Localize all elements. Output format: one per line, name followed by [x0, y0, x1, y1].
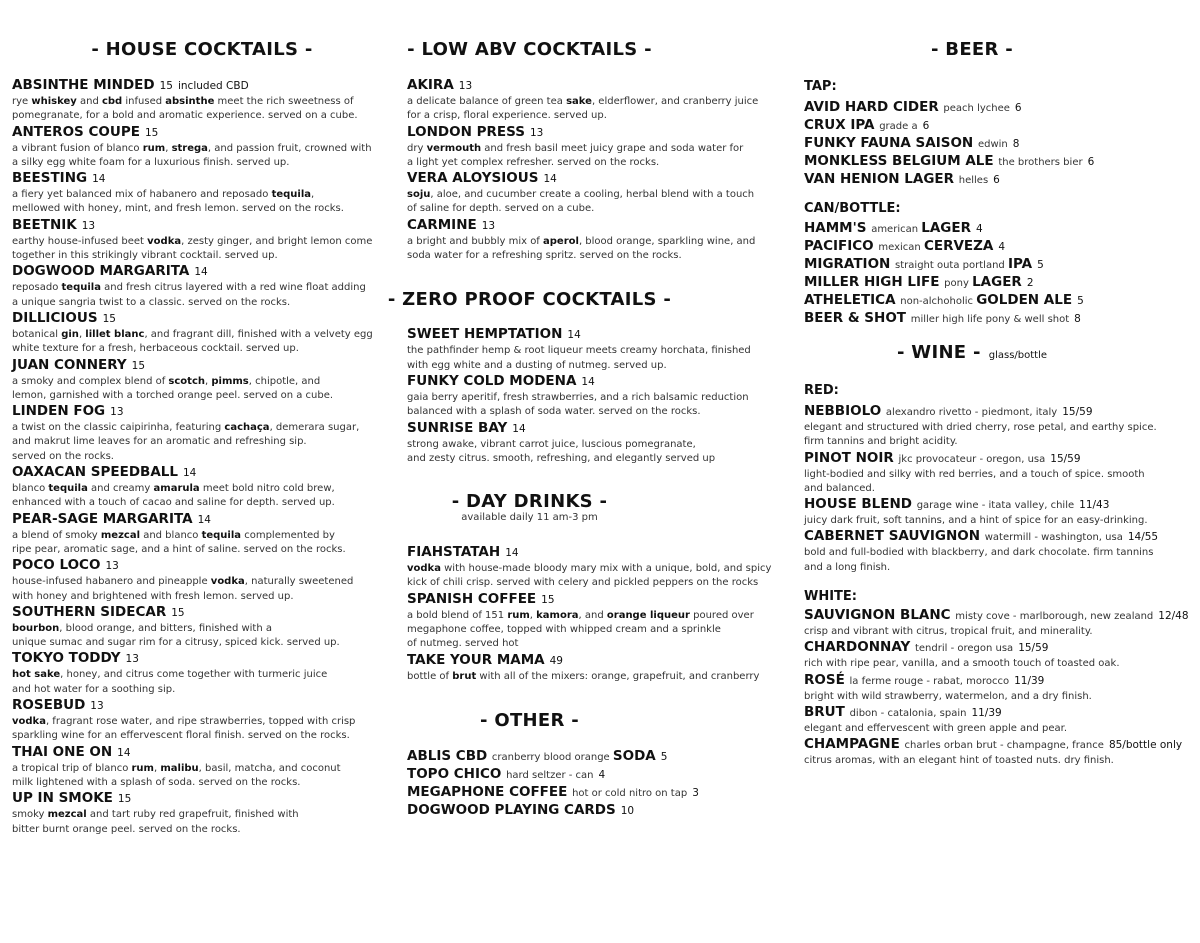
item-price: 8: [1074, 313, 1081, 325]
item-detail: watermill - washington, usa: [984, 532, 1123, 544]
item-name: OAXACAN SPEEDBALL: [12, 464, 178, 481]
menu-item: [804, 496, 1196, 528]
white-label: WHITE:: [804, 589, 858, 605]
other-heading: - OTHER -: [480, 709, 579, 731]
item-price: 15/59: [1062, 406, 1093, 418]
menu-item-line: [407, 591, 792, 609]
menu-item-line: [12, 403, 392, 421]
item-detail: helles: [958, 175, 989, 186]
menu-item-line: [804, 99, 1196, 117]
menu-item-line: [407, 802, 792, 820]
item-price: 14: [194, 266, 208, 279]
item-detail: garage wine - itata valley, chile: [916, 500, 1075, 512]
menu-item-line: [12, 464, 392, 482]
item-description: hot sake, honey, and citrus come together with turmeric juice and hot water for a soothing sip.: [12, 669, 328, 695]
item-name: CHARDONNAY: [804, 639, 911, 656]
item-detail: charles orban brut - champagne, france: [904, 740, 1104, 752]
menu-item: [804, 607, 1196, 639]
item-detail: pony LAGER: [944, 274, 1022, 290]
zero-proof-heading: - ZERO PROOF COCKTAILS -: [387, 289, 672, 311]
menu-item-line: [804, 607, 1196, 625]
menu-item: [12, 557, 392, 604]
item-name: DOGWOOD PLAYING CARDS: [407, 801, 616, 818]
other-list: [407, 748, 792, 820]
house-cocktails-list: [12, 77, 392, 837]
item-description: a blend of smoky mezcal and blanco tequila complemented by ripe pear, aromatic sage, and a hint of saline. served on the rocks.: [12, 529, 346, 555]
item-price: 15: [541, 593, 555, 606]
item-detail: alexandro rivetto - piedmont, italy: [885, 407, 1058, 418]
item-note: included CBD: [177, 80, 249, 92]
item-name: CABERNET SAUVIGNON: [804, 528, 981, 545]
item-name: CARMINE: [407, 216, 477, 233]
item-detail: miller high life pony & well shot: [910, 314, 1070, 325]
house-cocktails-heading: - HOUSE COCKTAILS -: [91, 39, 313, 60]
menu-item-line: [804, 135, 1196, 153]
item-detail: the brothers bier: [998, 157, 1083, 168]
item-name: TOKYO TODDY: [12, 650, 121, 667]
item-price: 14/55: [1127, 531, 1159, 544]
menu-item-line: [12, 170, 392, 188]
item-price: 6: [1014, 102, 1022, 114]
item-name: HOUSE BLEND: [804, 496, 912, 513]
item-name: CHAMPAGNE: [804, 736, 900, 753]
item-price: 11/39: [1014, 674, 1045, 687]
item-price: 14: [197, 513, 211, 526]
menu-item: [407, 326, 792, 373]
item-name: ANTEROS COUPE: [12, 123, 140, 140]
menu-item-line: [12, 744, 392, 762]
item-description: light-bodied and silky with red berries, and a touch of spice. smooth and balanced.: [804, 468, 1145, 494]
item-price: 15: [159, 80, 173, 92]
menu-item-line: [12, 557, 392, 575]
item-price: 4: [598, 768, 606, 781]
menu-item: [407, 373, 792, 420]
item-price: 2: [1026, 277, 1034, 289]
menu-item: [804, 274, 1196, 292]
menu-item: [804, 736, 1196, 768]
column-middle: [387, 0, 792, 820]
item-description: bottle of brut with all of the mixers: orange, grapefruit, and cranberry: [407, 670, 760, 682]
item-description: dry vermouth and fresh basil meet juicy grape and soda water for a light yet complex refresher. served on the rocks.: [407, 142, 744, 168]
item-name: FIAHSTATAH: [407, 544, 501, 561]
menu-item: [12, 310, 392, 357]
item-name: AKIRA: [407, 77, 454, 93]
item-price: 5: [660, 750, 668, 763]
menu-item: [804, 450, 1196, 497]
item-name: FUNKY COLD MODENA: [407, 372, 577, 389]
item-price: 5: [1077, 295, 1084, 307]
menu-item: [804, 672, 1196, 704]
item-name: NEBBIOLO: [804, 403, 882, 419]
day-drinks-subtitle: available daily 11 am-3 pm: [461, 512, 598, 524]
menu-item-line: [804, 310, 1196, 328]
item-description: bright with wild strawberry, watermelon, and a dry finish.: [804, 690, 1092, 702]
item-name: JUAN CONNERY: [12, 356, 127, 373]
menu-item: [12, 790, 392, 837]
item-description: a delicate balance of green tea sake, elderflower, and cranberry juice for a crisp, floral experience. served up.: [407, 96, 759, 122]
item-price: 13: [458, 80, 473, 92]
menu-item-line: [12, 310, 392, 328]
menu-item-line: [12, 357, 392, 375]
item-name: BRUT: [804, 703, 845, 720]
item-name: SWEET HEMPTATION: [407, 326, 563, 343]
item-price: 14: [505, 547, 519, 560]
menu-item-line: [12, 697, 392, 715]
item-price: 6: [922, 120, 930, 132]
item-detail: straight outa portland IPA: [895, 256, 1033, 272]
menu-item: [407, 170, 792, 217]
item-name: SPANISH COFFEE: [407, 590, 537, 607]
menu-item: [12, 697, 392, 744]
menu-item: [12, 464, 392, 511]
menu-item-line: [407, 326, 792, 344]
menu-item-line: [407, 652, 792, 670]
menu-item: [804, 171, 1196, 189]
item-name: DOGWOOD MARGARITA: [12, 263, 190, 280]
item-description: bourbon, blood orange, and bitters, finished with a unique sumac and sugar rim for a citrusy, spiced kick. served up.: [12, 622, 340, 649]
red-wine-list: [804, 403, 1196, 575]
item-name: UP IN SMOKE: [12, 790, 113, 807]
item-price: 85/bottle only: [1108, 739, 1183, 752]
menu-item: [804, 310, 1196, 328]
menu-item-line: [804, 450, 1196, 468]
menu-item-line: [804, 496, 1196, 514]
item-price: 15/59: [1018, 642, 1049, 655]
item-price: 14: [581, 375, 595, 388]
item-price: 14: [182, 467, 197, 480]
menu-item-line: [12, 77, 392, 95]
item-detail: grade a: [879, 121, 918, 132]
menu-item: [12, 124, 392, 171]
item-price: 14: [512, 422, 526, 435]
item-price: 13: [81, 219, 96, 232]
item-description: citrus aromas, with an elegant hint of toasted nuts. dry finish.: [804, 755, 1114, 767]
item-name: LINDEN FOG: [12, 403, 106, 420]
can-bottle-label: CAN/BOTTLE:: [804, 201, 901, 216]
menu-item: [804, 528, 1196, 575]
item-price: 6: [993, 174, 1000, 186]
menu-item-line: [407, 217, 792, 235]
item-description: rye whiskey and cbd infused absinthe meet the rich sweetness of pomegranate, for a bold and aromatic experience. served on a cube.: [12, 96, 358, 122]
item-price: 4: [976, 223, 983, 235]
item-description: earthy house-infused beet vodka, zesty ginger, and bright lemon come together in this strikingly vibrant cocktail. served up.: [12, 235, 373, 262]
item-name: VERA ALOYSIOUS: [407, 170, 539, 187]
menu-item-line: [804, 171, 1196, 189]
item-name: MIGRATION: [804, 256, 891, 272]
menu-item: [407, 652, 792, 684]
item-price: 13: [105, 560, 119, 573]
item-price: 15: [144, 126, 159, 139]
menu-item-line: [804, 117, 1196, 135]
item-name: MONKLESS BELGIUM ALE: [804, 153, 994, 169]
item-description: vodka, fragrant rose water, and ripe strawberries, topped with crisp sparkling wine for an effervescent floral finish. served on the rocks.: [12, 716, 356, 742]
low-abv-list: [407, 77, 792, 263]
menu-item: [407, 124, 792, 171]
item-description: a fiery yet balanced mix of habanero and reposado tequila, mellowed with honey, mint, and fresh lemon. served on the rocks.: [12, 189, 344, 215]
item-description: botanical gin, lillet blanc, and fragrant dill, finished with a velvety egg white texture for a fresh, herbaceous cocktail. served up.: [12, 328, 373, 355]
menu-item-line: [804, 704, 1196, 722]
item-price: 13: [481, 219, 496, 232]
item-detail: hard seltzer - can: [506, 769, 594, 781]
item-description: a smoky and complex blend of scotch, pimms, chipotle, and lemon, garnished with a torched orange peel. served on a cube.: [12, 375, 334, 401]
menu-item: [12, 511, 392, 558]
menu-item: [407, 420, 792, 467]
wine-title: - WINE -: [896, 342, 981, 363]
menu-item-line: [407, 420, 792, 438]
item-name: PEAR-SAGE MARGARITA: [12, 510, 193, 527]
menu-item-line: [12, 790, 392, 808]
menu-item-line: [407, 124, 792, 142]
item-name: FUNKY FAUNA SAISON: [804, 135, 974, 151]
menu-item: [804, 292, 1196, 310]
menu-item: [12, 217, 392, 264]
menu-item: [12, 403, 392, 464]
item-detail: american LAGER: [871, 220, 971, 236]
menu-item: [804, 99, 1196, 117]
item-name: HAMM'S: [804, 220, 867, 236]
item-price: 10: [620, 804, 635, 817]
menu-item-line: [804, 220, 1196, 238]
item-price: 15/59: [1050, 452, 1081, 465]
menu-item: [407, 784, 792, 802]
item-detail: non-alchoholic GOLDEN ALE: [900, 292, 1073, 308]
item-description: vodka with house-made bloody mary mix with a unique, bold, and spicy kick of chili crisp. served with celery and pickled peppers on the rocks: [407, 563, 772, 589]
item-detail: la ferme rouge - rabat, morocco: [849, 675, 1010, 687]
menu-item-line: [407, 766, 792, 784]
menu-item-line: [12, 124, 392, 142]
item-name: MEGAPHONE COFFEE: [407, 783, 568, 800]
item-price: 4: [998, 241, 1006, 253]
item-detail: cranberry blood orange SODA: [491, 747, 656, 764]
item-description: blanco tequila and creamy amarula meet bold nitro cold brew, enhanced with a touch of cacao and saline for depth. served up.: [12, 483, 335, 509]
item-description: a tropical trip of blanco rum, malibu, basil, matcha, and coconut milk lightened with a splash of soda. served on the rocks.: [12, 762, 341, 788]
menu-item-line: [12, 217, 392, 235]
item-detail: misty cove - marlborough, new zealand: [955, 611, 1154, 623]
item-description: a vibrant fusion of blanco rum, strega, and passion fruit, crowned with a silky egg white foam for a luxurious finish. served up.: [12, 142, 372, 168]
tap-list: [804, 99, 1196, 189]
menu-item-line: [804, 672, 1196, 690]
item-price: 13: [90, 700, 104, 713]
item-detail: hot or cold nitro on tap: [572, 787, 688, 799]
item-price: 13: [110, 406, 124, 419]
menu-item: [12, 604, 392, 651]
item-name: POCO LOCO: [12, 557, 101, 574]
menu-item-line: [407, 77, 792, 95]
item-name: ABSINTHE MINDED: [12, 77, 155, 93]
menu-item: [12, 357, 392, 404]
item-price: 5: [1037, 259, 1044, 271]
item-name: SUNRISE BAY: [407, 419, 508, 436]
menu-item: [804, 153, 1196, 171]
menu-item-line: [804, 256, 1196, 274]
item-description: crisp and vibrant with citrus, tropical fruit, and minerality.: [804, 626, 1093, 638]
menu-item: [407, 544, 792, 591]
menu-item-line: [407, 784, 792, 802]
menu-item-line: [407, 373, 792, 391]
item-price: 15: [171, 606, 185, 619]
item-description: a twist on the classic caipirinha, featuring cachaça, demerara sugar, and makrut lime leaves for an aromatic and refreshing sip. served on the rocks.: [12, 422, 360, 462]
item-price: 13: [125, 653, 139, 666]
menu-item: [804, 220, 1196, 238]
item-name: ROSEBUD: [12, 697, 86, 714]
item-price: 11/39: [971, 706, 1002, 719]
menu-item-line: [804, 639, 1196, 657]
menu-item: [804, 256, 1196, 274]
menu-item: [12, 263, 392, 310]
item-name: VAN HENION LAGER: [804, 171, 955, 187]
menu-item-line: [407, 544, 792, 562]
item-description: soju, aloe, and cucumber create a cooling, herbal blend with a touch of saline for depth. served on a cube.: [407, 189, 755, 215]
menu-item-line: [804, 274, 1196, 292]
day-drinks-list: [407, 544, 792, 684]
menu-item: [407, 802, 792, 820]
item-name: BEER & SHOT: [804, 310, 907, 326]
item-name: DILLICIOUS: [12, 309, 98, 326]
item-name: ROSÉ: [804, 671, 845, 688]
item-name: ABLIS CBD: [407, 747, 488, 764]
menu-item: [804, 639, 1196, 671]
menu-item-line: [804, 238, 1196, 256]
menu-item-line: [804, 736, 1196, 754]
item-description: strong awake, vibrant carrot juice, luscious pomegranate, and zesty citrus. smooth, refreshing, and elegantly served up: [407, 438, 716, 464]
item-description: the pathfinder hemp & root liqueur meets creamy horchata, finished with egg white and a dusting of nutmeg. served up.: [407, 345, 751, 371]
can-bottle-list: [804, 220, 1196, 328]
item-description: gaia berry aperitif, fresh strawberries, and a rich balsamic reduction balanced with a splash of soda water. served on the rocks.: [407, 391, 749, 418]
menu-item: [804, 704, 1196, 736]
item-price: 49: [549, 654, 563, 667]
menu-item-line: [407, 748, 792, 766]
item-name: TOPO CHICO: [407, 765, 502, 782]
item-description: a bright and bubbly mix of aperol, blood orange, sparkling wine, and soda water for a refreshing spritz. served on the rocks.: [407, 235, 756, 262]
item-price: 8: [1012, 138, 1020, 150]
menu-item: [12, 77, 392, 124]
item-detail: edwin: [977, 139, 1008, 150]
menu-item: [12, 744, 392, 791]
menu-item: [407, 217, 792, 264]
menu-item: [804, 135, 1196, 153]
item-name: PACIFICO: [804, 238, 874, 254]
tap-label: TAP:: [804, 79, 837, 94]
item-description: elegant and structured with dried cherry, rose petal, and earthy spice. firm tannins and bright acidity.: [804, 422, 1157, 448]
menu-item: [407, 77, 792, 124]
item-name: ATHELETICA: [804, 292, 896, 308]
menu-item: [12, 170, 392, 217]
item-description: a bold blend of 151 rum, kamora, and orange liqueur poured over megaphone coffee, topped with whipped cream and a sprinkle of nutmeg. served hot: [407, 609, 754, 650]
item-description: smoky mezcal and tart ruby red grapefruit, finished with bitter burnt orange peel. served on the rocks.: [12, 809, 299, 835]
menu-item-line: [407, 170, 792, 188]
menu-item: [804, 117, 1196, 135]
menu-item: [12, 650, 392, 697]
menu-item-line: [804, 403, 1196, 421]
white-wine-list: [804, 607, 1196, 768]
item-price: 14: [543, 173, 557, 186]
item-description: rich with ripe pear, vanilla, and a smooth touch of toasted oak.: [804, 658, 1120, 670]
menu-item-line: [12, 263, 392, 281]
beer-heading: - BEER -: [930, 39, 1014, 60]
wine-heading: [804, 342, 1140, 363]
item-price: 15: [102, 312, 116, 325]
item-name: TAKE YOUR MAMA: [407, 651, 545, 668]
item-price: 13: [529, 126, 544, 139]
item-price: 3: [692, 786, 699, 799]
item-name: BEETNIK: [12, 216, 77, 233]
item-name: PINOT NOIR: [804, 449, 894, 466]
item-detail: tendril - oregon usa: [914, 643, 1014, 655]
menu-item: [804, 403, 1196, 450]
wine-note: glass/bottle: [988, 350, 1048, 361]
column-left: [12, 0, 392, 837]
item-price: 14: [92, 173, 106, 186]
item-price: 15: [131, 359, 146, 372]
day-drinks-heading: - DAY DRINKS -: [451, 491, 608, 513]
item-description: bold and full-bodied with blackberry, and dark chocolate. firm tannins and a long finish.: [804, 547, 1154, 573]
menu-item: [407, 591, 792, 652]
item-name: MILLER HIGH LIFE: [804, 274, 940, 290]
item-name: LONDON PRESS: [407, 123, 525, 140]
menu-item-line: [804, 528, 1196, 546]
item-detail: jkc provocateur - oregon, usa: [898, 453, 1046, 465]
item-name: AVID HARD CIDER: [804, 99, 939, 115]
zero-proof-list: [407, 326, 792, 466]
item-description: elegant and effervescent with green apple and pear.: [804, 722, 1068, 734]
item-detail: peach lychee: [943, 103, 1010, 114]
item-description: reposado tequila and fresh citrus layered with a red wine float adding a unique sangria twist to a classic. served on the rocks.: [12, 282, 366, 308]
column-right: [804, 0, 1196, 769]
menu-item-line: [804, 153, 1196, 171]
item-name: SOUTHERN SIDECAR: [12, 603, 167, 620]
item-name: CRUX IPA: [804, 117, 875, 133]
item-name: BEESTING: [12, 170, 88, 187]
item-price: 15: [117, 793, 132, 806]
item-detail: mexican CERVEZA: [878, 238, 994, 254]
red-label: RED:: [804, 383, 839, 398]
menu-item: [804, 238, 1196, 256]
menu-item: [407, 748, 792, 766]
item-price: 14: [117, 746, 131, 759]
menu-item-line: [12, 511, 392, 529]
menu-item: [407, 766, 792, 784]
menu-item-line: [12, 604, 392, 622]
low-abv-heading: - LOW ABV COCKTAILS -: [407, 39, 652, 60]
item-price: 14: [567, 329, 581, 342]
item-price: 11/43: [1079, 499, 1110, 512]
item-detail: dibon - catalonia, spain: [849, 707, 967, 719]
item-price: 12/48: [1158, 610, 1189, 623]
menu-item-line: [804, 292, 1196, 310]
item-description: juicy dark fruit, soft tannins, and a hint of spice for an easy-drinking.: [804, 515, 1148, 527]
item-description: house-infused habanero and pineapple vodka, naturally sweetened with honey and brightened with fresh lemon. served up.: [12, 576, 354, 602]
item-name: SAUVIGNON BLANC: [804, 607, 951, 624]
item-price: 6: [1087, 156, 1095, 168]
item-name: THAI ONE ON: [12, 743, 113, 760]
menu-item-line: [12, 650, 392, 668]
